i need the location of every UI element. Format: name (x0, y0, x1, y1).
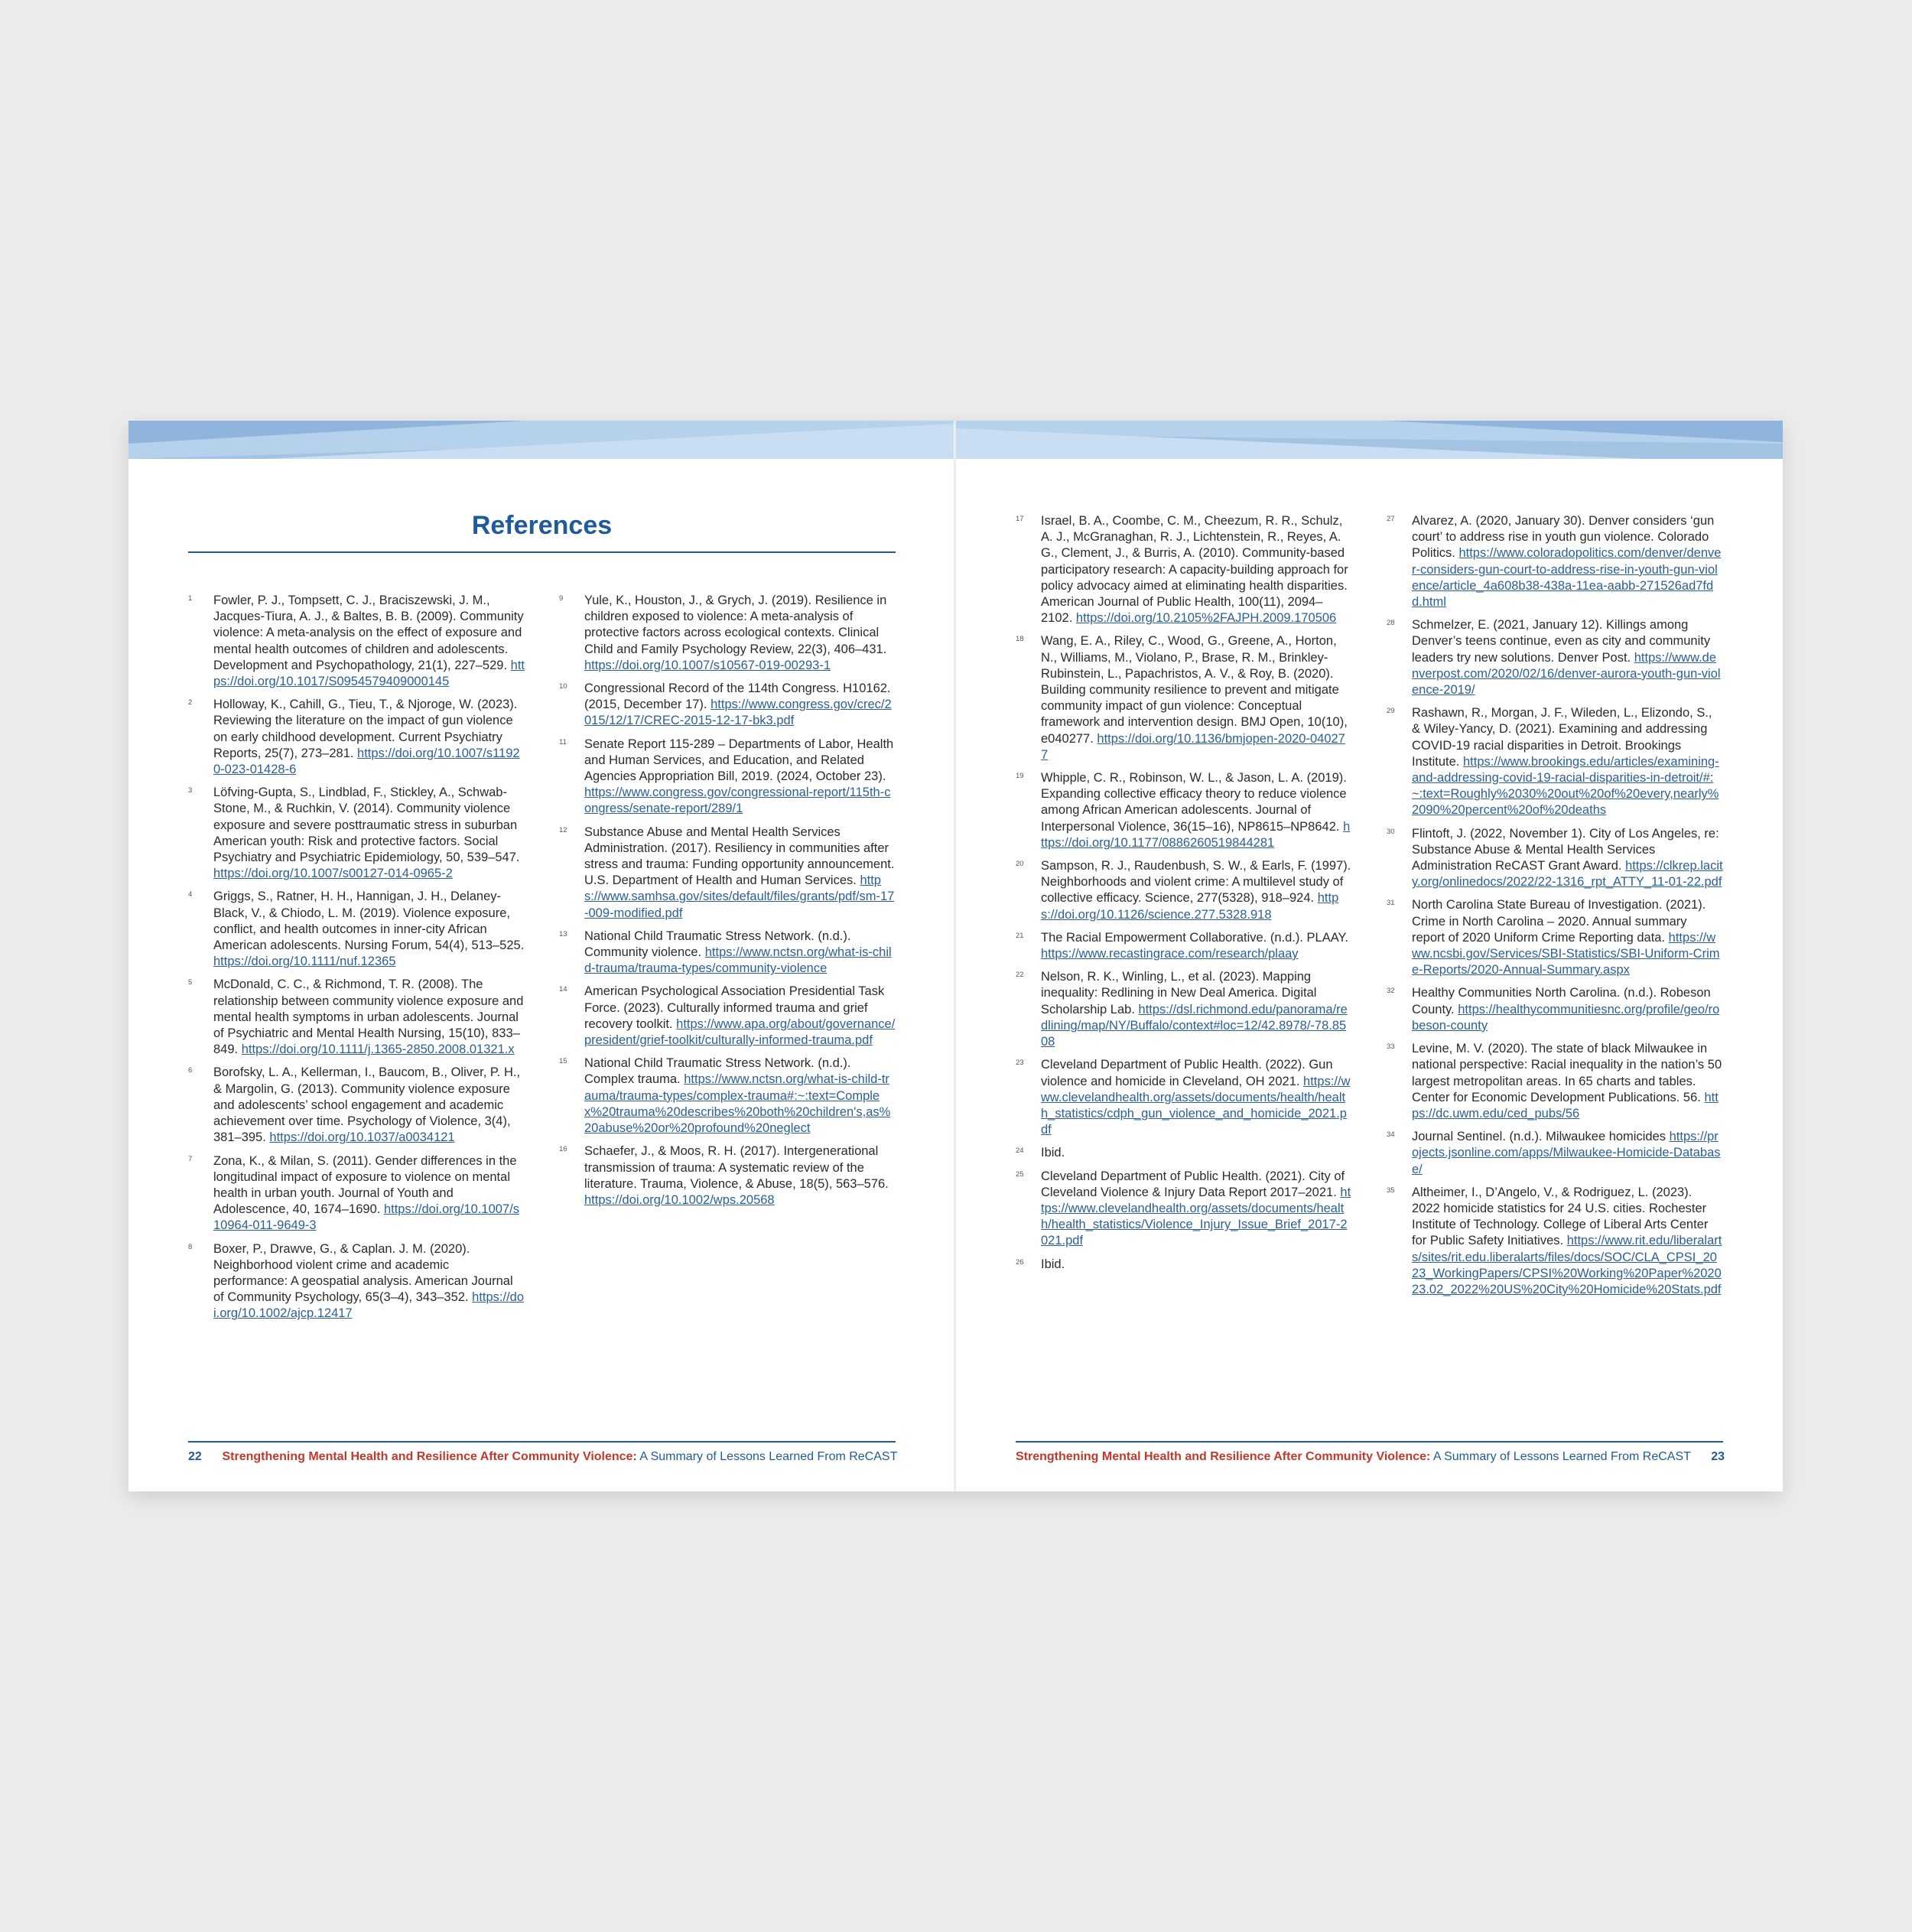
reference-item (188, 697, 525, 778)
reference-item (1016, 513, 1352, 626)
citation-text: Fowler, P. J., Tompsett, C. J., Braciszewski, J. M., Jacques-Tiura, A. J., & Baltes, B. B. (2009). Community violence: A meta-analysis on the effect of exposure and mental health outcomes of children and adolescents. Development and Psychopathology, 21(1), 227–529. (213, 594, 524, 672)
citation-text: Zona, K., & Milan, S. (2011). Gender differences in the longitudinal impact of exposure to violence on mental health in urban youth. Journal of Youth and Adolescence, 40, 1674–1690. (213, 1153, 517, 1217)
reference-link[interactable]: https://doi.org/10.1007/s10964-011-9649-3 (213, 1202, 519, 1233)
reference-item (1016, 858, 1352, 923)
reference-number: 19 (1016, 772, 1024, 781)
reference-number: 2 (188, 698, 193, 707)
reference-link[interactable]: https://clkrep.lacity.org/onlinedocs/2022/22-1316_rpt_ATTY_11-01-22.pdf (1412, 859, 1723, 890)
reference-link[interactable]: https://doi.org/10.1002/ajcp.12417 (213, 1290, 525, 1321)
reference-text (1412, 513, 1723, 610)
citation-text: Substance Abuse and Mental Health Services Administration. (2017). Resiliency in communities after stress and trauma: Funding opportunity announcement. U.S. Department of Health and Human Services. (584, 825, 895, 888)
footer-divider (1016, 1441, 1723, 1442)
reference-item (1016, 1257, 1352, 1273)
reference-item (188, 1065, 525, 1146)
reference-number: 18 (1016, 635, 1024, 644)
citation-text: Congressional Record of the 114th Congress. H10162. (2015, December 17). (584, 681, 891, 712)
reference-link[interactable]: https://doi.org/10.1007/s10567-019-00293-1 (584, 658, 831, 672)
citation-text: Borofsky, L. A., Kellerman, I., Baucom, B., Oliver, P. H., & Margolin, G. (2013). Community violence exposure and adolescents’ school engagement and academic achievement over time. Psychology of Violence, 3(4), 381–395. (213, 1065, 521, 1145)
footer-title: Strengthening Mental Health and Resilience After Community Violence: (1016, 1450, 1431, 1463)
citation-text: Healthy Communities North Carolina. (n.d.). Robeson County. (1412, 986, 1711, 1016)
citation-text: Schaefer, J., & Moos, R. H. (2017). Intergenerational transmission of trauma: A systematic review of the literature. Trauma, Violence, & Abuse, 18(5), 563–576. (584, 1144, 889, 1191)
citation-text: Levine, M. V. (2020). The state of black Milwaukee in national perspective: Racial inequality in the nation’s 50 largest metropolitan areas. In 65 charts and tables. Center for Economic Development Publications. 56. (1412, 1042, 1722, 1104)
reference-text (213, 1065, 525, 1146)
reference-link[interactable]: https://doi.org/10.1007/s11920-023-01428-6 (213, 746, 520, 777)
reference-number: 31 (1387, 899, 1395, 908)
reference-link[interactable]: https://www.nctsn.org/what-is-child-trauma/trauma-types/community-violence (584, 945, 892, 976)
reference-text (1041, 1057, 1352, 1138)
reference-item (1016, 633, 1352, 763)
reference-number: 22 (1016, 971, 1024, 980)
reference-item (1387, 1185, 1723, 1298)
reference-link[interactable]: https://www.denverpost.com/2020/02/16/denver-aurora-youth-gun-violence-2019/ (1412, 650, 1721, 698)
citation-text: Journal Sentinel. (n.d.). Milwaukee homicides (1412, 1130, 1666, 1144)
reference-number: 32 (1387, 987, 1395, 996)
reference-item (559, 929, 896, 977)
reference-text (584, 825, 896, 922)
reference-link[interactable]: https://www.brookings.edu/articles/examining-and-addressing-covid-19-racial-disparities-in-detroit/#:~:text=Roughly%2030%20out%20of%20every,nearly%2090%20percent%20of%20deaths (1412, 754, 1719, 818)
reference-text (1412, 897, 1723, 978)
reference-text (1412, 826, 1723, 891)
reference-number: 23 (1016, 1059, 1024, 1068)
citation-text: Cleveland Department of Public Health. (2021). City of Cleveland Violence & Injury Data Report 2017–2021. (1041, 1169, 1345, 1199)
citation-text: Altheimer, I., D’Angelo, V., & Rodriguez, L. (2023). 2022 homicide statistics for 24 U.S. cities. Rochester Institute of Technology. College of Liberal Arts Center for Public Safety Initiatives. (1412, 1185, 1709, 1248)
reference-number: 9 (559, 594, 564, 603)
references-column-1 (188, 593, 525, 1329)
page-number: 22 (188, 1450, 202, 1463)
reference-text (584, 593, 896, 674)
reference-item (1387, 985, 1723, 1034)
citation-text: American Psychological Association Presidential Task Force. (2023). Culturally informed trauma and grief recovery toolkit. (584, 984, 885, 1031)
reference-item (188, 889, 525, 970)
title-divider (188, 551, 896, 553)
citation-text: National Child Traumatic Stress Network. (n.d.). Community violence. (584, 929, 851, 960)
citation-text: Griggs, S., Ratner, H. H., Hannigan, J. H., Delaney-Black, V., & Chiodo, L. M. (2019). Violence exposure, conflict, and health outcomes in inner-city African American adolescents. Nursing Forum, 54(4), 513–525. (213, 890, 525, 953)
reference-text (584, 681, 896, 730)
reference-number: 29 (1387, 707, 1395, 716)
reference-link[interactable]: https://doi.org/10.1111/nuf.12365 (213, 955, 396, 969)
left-page (128, 421, 955, 1491)
reference-text (584, 984, 896, 1049)
citation-text: Whipple, C. R., Robinson, W. L., & Jason, L. A. (2019). Expanding collective efficacy theory to reduce violence among African American adolescents. Journal of Interpersonal Violence, 36(15–16), NP8615–NP8642. (1041, 771, 1347, 834)
reference-number: 10 (559, 682, 567, 691)
reference-number: 15 (559, 1057, 567, 1066)
reference-item (1016, 1057, 1352, 1138)
reference-number: 1 (188, 594, 193, 603)
reference-item (188, 1153, 525, 1234)
citation-text: Senate Report 115-289 – Departments of Labor, Health and Human Services, and Education, and Related Agencies Appropriation Bill, 2019. (2024, October 23). (584, 737, 894, 784)
reference-number: 28 (1387, 619, 1395, 628)
footer (188, 1450, 897, 1464)
reference-item (1016, 969, 1352, 1050)
reference-item (188, 977, 525, 1058)
reference-link[interactable]: https://www.congress.gov/crec/2015/12/17/CREC-2015-12-17-bk3.pdf (584, 698, 892, 728)
reference-number: 17 (1016, 515, 1024, 523)
citation-text: Boxer, P., Drawve, G., & Caplan. J. M. (2020). Neighborhood violent crime and academic performance: A geospatial analysis. American Journal of Community Psychology, 65(3–4), 343–352. (213, 1241, 513, 1305)
reference-item (1016, 1145, 1352, 1161)
footer-title: Strengthening Mental Health and Resilience After Community Violence: (222, 1450, 637, 1463)
reference-text (1412, 617, 1723, 698)
reference-number: 5 (188, 978, 193, 987)
reference-number: 25 (1016, 1169, 1024, 1179)
reference-number: 20 (1016, 860, 1024, 869)
reference-text (1041, 633, 1352, 763)
reference-link[interactable]: https://healthycommunitiesnc.org/profile/geo/robeson-county (1412, 1002, 1720, 1033)
reference-item (1387, 617, 1723, 698)
reference-text (1041, 1257, 1352, 1273)
reference-link[interactable]: https://www.apa.org/about/governance/president/grief-toolkit/culturally-informed-trauma.pdf (584, 1016, 896, 1048)
citation-text: Rashawn, R., Morgan, J. F., Wileden, L., Elizondo, S., & Wiley-Yancy, D. (2021). Examining and addressing COVID-19 racial disparities in Detroit. Brookings Institute. (1412, 706, 1712, 769)
reference-link[interactable]: https://www.coloradopolitics.com/denver/denver-considers-gun-court-to-address-rise-in-youth-gun-violence/article_4a608b38-438a-11ea-aabb-271526ad7fdd.html (1412, 546, 1722, 610)
reference-item (188, 1241, 525, 1322)
reference-number: 24 (1016, 1147, 1024, 1156)
reference-item (559, 1143, 896, 1208)
reference-text (1412, 1185, 1723, 1298)
citation-text: Löfving-Gupta, S., Lindblad, F., Stickley, A., Schwab-Stone, M., & Ruchkin, V. (2014). Community violence exposure and severe posttraumatic stress in suburban American youth: Risk and protective factors. Social Psychiatry and Psychiatric Epidemiology, 50, 539–547. (213, 785, 520, 865)
reference-item (559, 984, 896, 1049)
citation-text: The Racial Empowerment Collaborative. (n.d.). PLAAY. (1041, 930, 1348, 945)
reference-text (1412, 1041, 1723, 1122)
reference-text (1412, 985, 1723, 1034)
header-banner (956, 421, 1783, 459)
reference-number: 6 (188, 1066, 193, 1075)
reference-number: 33 (1387, 1042, 1395, 1052)
reference-item (1387, 1041, 1723, 1122)
reference-number: 8 (188, 1242, 193, 1251)
reference-text (213, 977, 525, 1058)
reference-link[interactable]: https://doi.org/10.1037/a0034121 (269, 1130, 455, 1145)
citation-text: National Child Traumatic Stress Network. (n.d.). Complex trauma. (584, 1056, 851, 1087)
reference-text (213, 1153, 525, 1234)
reference-number: 7 (188, 1154, 193, 1163)
reference-link[interactable]: https://doi.org/10.1136/bmjopen-2020-040277 (1041, 731, 1345, 762)
reference-number: 30 (1387, 827, 1395, 836)
reference-number: 12 (559, 825, 567, 834)
citation-text: Wang, E. A., Riley, C., Wood, G., Greene, A., Horton, N., Williams, M., Violano, P., Brase, R. M., Brinkley-Rubinstein, L., Papachristos, A. V., & Roy, B. (2020). Building community resilience to prevent and mitigate community impact of gun violence: Conceptual framework and intervention design. BMJ Open, 10(10), e040277. (1041, 634, 1348, 746)
citation-text: Schmelzer, E. (2021, January 12). Killings among Denver’s teens continue, even as city and community leaders try new solutions. Denver Post. (1412, 618, 1711, 665)
reference-link[interactable]: https://dc.uwm.edu/ced_pubs/56 (1412, 1090, 1719, 1120)
book-spread (128, 421, 1783, 1491)
reference-number: 26 (1016, 1257, 1024, 1267)
reference-item (1387, 1129, 1723, 1178)
reference-text (1041, 770, 1352, 851)
reference-item (1016, 770, 1352, 851)
reference-number: 21 (1016, 931, 1024, 940)
references-column-3 (1016, 513, 1352, 1280)
reference-link[interactable]: https://doi.org/10.2105%2FAJPH.2009.170506 (1075, 611, 1337, 626)
reference-number: 27 (1387, 515, 1395, 523)
reference-text (1412, 705, 1723, 818)
reference-link[interactable]: https://www.recastingrace.com/research/plaay (1041, 947, 1299, 961)
right-page (956, 421, 1783, 1491)
reference-text (584, 1055, 896, 1137)
reference-number: 11 (559, 737, 567, 746)
citation-text: Israel, B. A., Coombe, C. M., Cheezum, R. R., Schulz, A. J., McGranaghan, R. J., Lichtenstein, R., Reyes, A. G., Clement, J., & Burris, A. (2010). Community-based participatory research: A capacity-building approach for policy advocacy aimed at eliminating health disparities. American Journal of Public Health, 100(11), 2094–2102. (1041, 514, 1348, 626)
reference-link[interactable]: https://doi.org/10.1111/j.1365-2850.2008.01321.x (241, 1042, 515, 1057)
citation-text: Flintoft, J. (2022, November 1). City of Los Angeles, re: Substance Abuse & Mental Health Services Administration ReCAST Grant Award. (1412, 826, 1719, 873)
reference-link[interactable]: https://www.nctsn.org/what-is-child-trauma/trauma-types/complex-trauma#:~:text=Complex%20trauma%20describes%20both%20children's,as%20abuse%20or%20profound%20neglect (584, 1072, 891, 1136)
reference-link[interactable]: https://doi.org/10.1126/science.277.5328.918 (1041, 891, 1339, 922)
reference-link[interactable]: https://www.samhsa.gov/sites/default/files/grants/pdf/sm-17-009-modified.pdf (584, 873, 895, 920)
reference-text (1412, 1129, 1723, 1178)
citation-text: Ibid. (1041, 1146, 1065, 1160)
reference-link[interactable]: https://www.congress.gov/congressional-report/115th-congress/senate-report/289/1 (584, 785, 891, 816)
reference-text (1041, 513, 1352, 626)
reference-item (188, 785, 525, 882)
reference-number: 35 (1387, 1186, 1395, 1195)
reference-text (584, 737, 896, 818)
reference-text (584, 1143, 896, 1208)
footer-divider (188, 1441, 896, 1442)
reference-item (1387, 826, 1723, 891)
citation-text: Holloway, K., Cahill, G., Tieu, T., & Njoroge, W. (2023). Reviewing the literature on the impact of gun violence on early childhood development. Current Psychiatry Reports, 25(7), 273–281. (213, 698, 518, 760)
reference-number: 14 (559, 985, 567, 994)
citation-text: Nelson, R. K., Winling, L., et al. (2023). Mapping inequality: Redlining in New Deal America. Digital Scholarship Lab. (1041, 970, 1317, 1016)
reference-link[interactable]: https://doi.org/10.1017/S0954579409000145 (213, 658, 525, 689)
reference-item (1387, 897, 1723, 978)
page-title: References (471, 511, 613, 540)
citation-text: Sampson, R. J., Raudenbush, S. W., & Earls, F. (1997). Neighborhoods and violent crime: A multilevel study of collective efficacy. Science, 277(5328), 918–924. (1041, 859, 1351, 906)
reference-item (1387, 513, 1723, 610)
citation-text: McDonald, C. C., & Richmond, T. R. (2008). The relationship between community violence exposure and mental health symptoms in urban adolescents. Journal of Psychiatric and Mental Health Nursing, 15(10), 833–849. (213, 977, 524, 1057)
references-column-2 (559, 593, 896, 1215)
reference-link[interactable]: https://doi.org/10.1002/wps.20568 (584, 1192, 775, 1207)
reference-item (1016, 930, 1352, 962)
reference-item (559, 593, 896, 674)
reference-item (559, 825, 896, 922)
reference-text (584, 929, 896, 977)
reference-text (213, 697, 525, 778)
citation-text: Yule, K., Houston, J., & Grych, J. (2019). Resilience in children exposed to violence: A meta-analysis of protective factors across ecological contexts. Clinical Child and Family Psychology Review, 22(3), 406–431. (584, 594, 887, 656)
reference-link[interactable]: https://www.clevelandhealth.org/assets/documents/health/health_statistics/Violence_Injury_Issue_Brief_2017-2021.pdf (1041, 1185, 1351, 1248)
citation-text: Cleveland Department of Public Health. (2022). Gun violence and homicide in Cleveland, OH 2021. (1041, 1058, 1333, 1088)
reference-link[interactable]: https://www.clevelandhealth.org/assets/documents/health/health_statistics/cdph_gun_violence_and_homicide_2021.pdf (1041, 1074, 1351, 1137)
page-number: 23 (1711, 1450, 1725, 1463)
reference-number: 16 (559, 1145, 567, 1154)
reference-link[interactable]: https://dsl.richmond.edu/panorama/redlining/map/NY/Buffalo/context#loc=12/42.8978/-78.8508 (1041, 1002, 1348, 1049)
footer (1016, 1450, 1723, 1464)
citation-text: Ibid. (1041, 1257, 1065, 1271)
citation-text: North Carolina State Bureau of Investigation. (2021). Crime in North Carolina – 2020. Annual summary report of 2020 Uniform Crime Reporting data. (1412, 898, 1706, 945)
reference-text (213, 593, 525, 690)
reference-text (1041, 858, 1352, 923)
reference-number: 4 (188, 890, 193, 899)
footer-subtitle: A Summary of Lessons Learned From ReCAST (639, 1450, 898, 1463)
reference-item (1016, 1169, 1352, 1250)
reference-link[interactable]: https://www.rit.edu/liberalarts/sites/rit.edu.liberalarts/files/docs/SOC/CLA_CPSI_2023_WorkingPapers/CPSI%20Working%20Paper%202023.02_2022%20US%20City%20Homicide%20Stats.pdf (1412, 1234, 1722, 1296)
reference-text (1041, 969, 1352, 1050)
reference-text (213, 785, 525, 882)
reference-text (1041, 930, 1352, 962)
reference-link[interactable]: https://www.ncsbi.gov/Services/SBI-Statistics/SBI-Uniform-Crime-Reports/2020-Annual-Summary.aspx (1412, 930, 1720, 977)
footer-subtitle: A Summary of Lessons Learned From ReCAST (1432, 1450, 1691, 1463)
references-column-4 (1387, 513, 1723, 1305)
header-banner (128, 421, 955, 459)
reference-text (1041, 1169, 1352, 1250)
reference-item (559, 737, 896, 818)
reference-number: 13 (559, 929, 567, 938)
reference-item (559, 681, 896, 730)
citation-text: Alvarez, A. (2020, January 30). Denver considers ‘gun court’ to address rise in youth gun violence. Colorado Politics. (1412, 514, 1715, 561)
reference-number: 34 (1387, 1130, 1395, 1140)
reference-text (1041, 1145, 1352, 1161)
reference-item (188, 593, 525, 690)
reference-link[interactable]: https://projects.jsonline.com/apps/Milwaukee-Homicide-Database/ (1412, 1130, 1721, 1176)
reference-text (213, 1241, 525, 1322)
reference-link[interactable]: https://doi.org/10.1177/0886260519844281 (1041, 819, 1351, 850)
reference-item (559, 1055, 896, 1137)
reference-link[interactable]: https://doi.org/10.1007/s00127-014-0965-2 (213, 867, 453, 881)
reference-text (213, 889, 525, 970)
reference-item (1387, 705, 1723, 818)
reference-number: 3 (188, 786, 193, 795)
